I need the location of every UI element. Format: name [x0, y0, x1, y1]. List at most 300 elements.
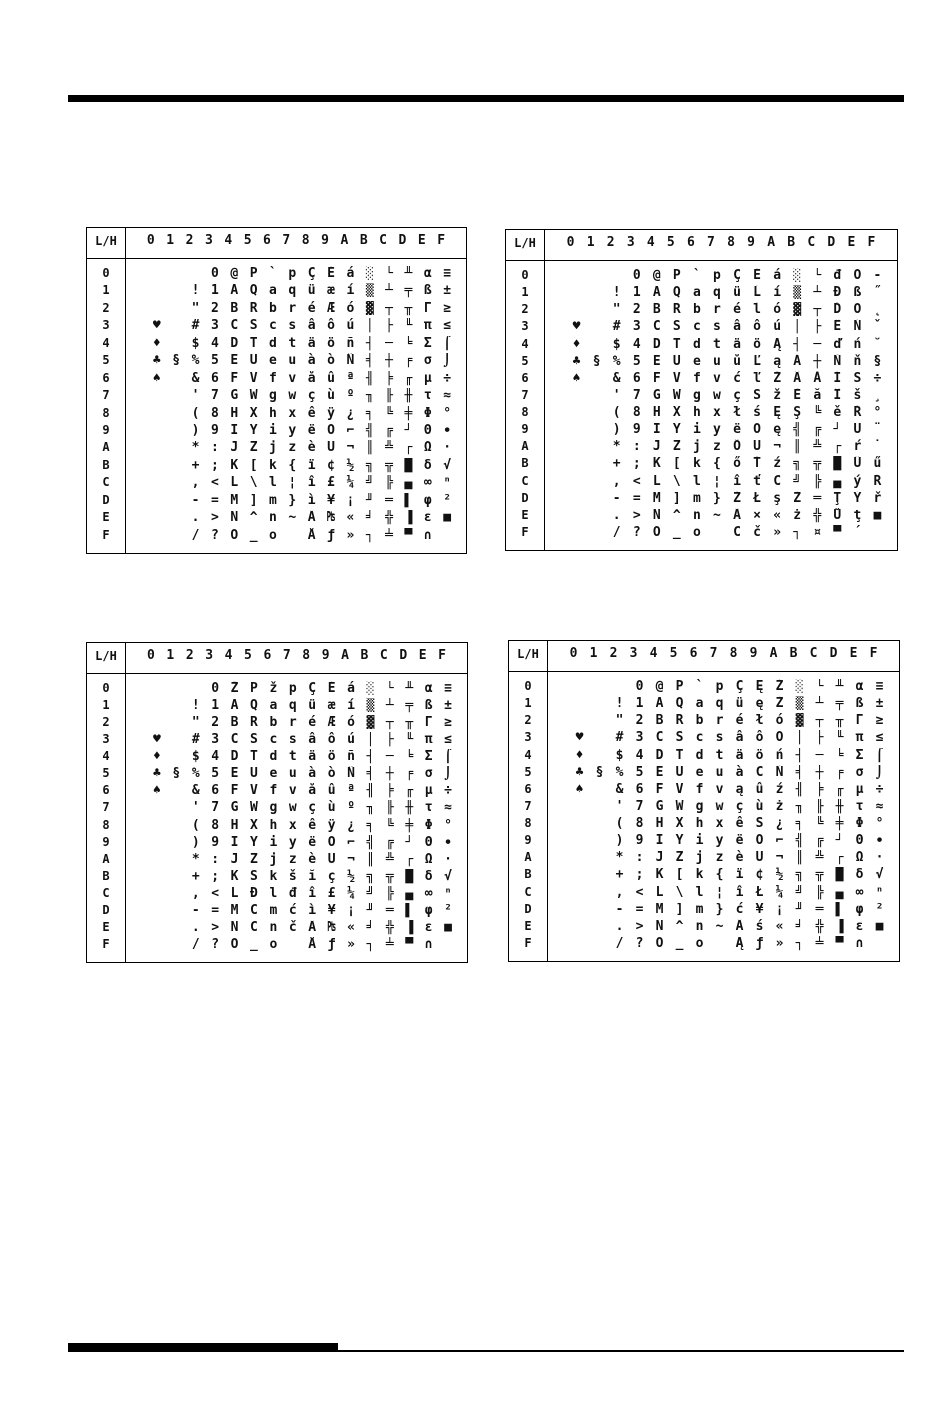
char-cell: {	[715, 867, 724, 883]
char-cell: j	[692, 439, 701, 455]
char-cell: Ę	[755, 679, 764, 694]
char-cell: j	[695, 850, 704, 866]
charset-table-1	[86, 227, 467, 554]
char-cell: L	[652, 473, 661, 489]
char-cell: φ	[423, 492, 432, 508]
char-cell: ⌡	[875, 764, 884, 780]
char-cell: s	[288, 732, 297, 748]
char-cell: ¼	[346, 475, 355, 491]
char-cell: ż	[775, 798, 784, 814]
column-header: 3	[205, 648, 214, 663]
char-cell: ╠	[815, 884, 824, 900]
char-cell	[127, 336, 148, 352]
char-cell: ╚	[815, 816, 824, 831]
row-header: F	[102, 527, 110, 542]
char-cell: °	[443, 405, 452, 421]
char-cell: √	[443, 457, 452, 473]
char-cell: ╝	[366, 885, 375, 901]
char-cell: N	[230, 510, 239, 526]
char-cell: ┐	[793, 524, 802, 540]
char-cell: L	[230, 475, 239, 491]
column-header: C	[807, 235, 816, 250]
char-cell: à	[307, 353, 316, 369]
char-cell: %	[612, 353, 621, 369]
char-cell: Q	[675, 696, 684, 712]
char-cell: ╙	[404, 318, 413, 334]
char-cell: G	[230, 800, 239, 816]
char-cell: £	[327, 475, 335, 491]
char-cell: £	[327, 885, 336, 901]
char-cell: ł	[733, 405, 741, 420]
char-cell: ·	[443, 440, 452, 456]
char-cell	[546, 302, 567, 318]
char-cell: ♣	[152, 353, 161, 369]
column-header: A	[769, 646, 778, 661]
char-cell: α	[424, 681, 433, 696]
char-cell: ┼	[813, 353, 822, 369]
char-cell: :	[635, 850, 644, 866]
char-cell: Ţ	[833, 490, 842, 506]
char-cell: Ů	[833, 507, 842, 523]
char-cell	[166, 698, 187, 714]
char-cell: δ	[424, 868, 433, 884]
char-cell: ú	[773, 319, 782, 335]
char-cell	[127, 818, 148, 834]
char-cell: W	[250, 800, 258, 816]
char-cell: §	[172, 766, 181, 782]
char-cell: ñ	[346, 335, 355, 351]
char-cell	[566, 268, 587, 284]
char-cell: ┴	[813, 285, 822, 301]
row-header-divider	[544, 230, 545, 550]
char-cell: b	[269, 300, 277, 316]
char-cell	[166, 475, 187, 491]
char-cell: }	[715, 901, 724, 917]
row-header-divider	[125, 228, 126, 553]
char-cell: Ç	[735, 679, 744, 694]
char-cell: %	[615, 764, 624, 780]
char-cell: §	[595, 764, 604, 780]
char-cell: I	[230, 422, 239, 438]
row-header: 8	[521, 405, 529, 419]
char-cell: Ü	[327, 440, 335, 456]
char-cell: w	[288, 388, 297, 404]
char-cell	[166, 715, 187, 731]
char-cell	[549, 748, 570, 764]
char-cell: Y	[249, 422, 258, 438]
column-header: 2	[609, 646, 618, 661]
char-cell	[549, 679, 570, 695]
char-cell: ╓	[404, 370, 413, 386]
char-cell	[566, 285, 587, 301]
char-cell	[127, 715, 148, 731]
char-cell: √	[444, 868, 452, 884]
char-cell: T	[672, 336, 681, 352]
char-cell: │	[366, 732, 375, 748]
column-header: 4	[224, 648, 233, 663]
char-cell	[438, 937, 459, 953]
char-cell: ú	[346, 318, 355, 334]
char-cell: 9	[211, 834, 220, 850]
char-cell: z	[713, 439, 721, 455]
char-cell: Z	[249, 440, 258, 456]
char-cell: ╡	[365, 353, 374, 369]
char-cell: ˙	[873, 439, 882, 455]
char-cell	[127, 406, 148, 422]
char-cell: 6	[210, 370, 219, 386]
char-cell	[549, 902, 570, 918]
char-cell: ╒	[835, 764, 844, 780]
char-cell	[185, 266, 206, 282]
char-cell: ~	[713, 507, 721, 523]
row-header: 1	[102, 283, 110, 298]
char-cell: ═	[815, 901, 824, 917]
char-cell	[549, 833, 570, 849]
char-cell: x	[288, 405, 297, 421]
char-cell: ═	[385, 492, 393, 508]
char-cell: ľ	[753, 370, 761, 386]
char-cell: »	[775, 935, 784, 951]
char-cell: \	[249, 475, 258, 491]
char-cell: 9	[635, 833, 644, 849]
char-cell: ę	[773, 422, 782, 438]
char-cell: 2	[635, 713, 644, 729]
char-cell: "	[191, 300, 200, 316]
char-cell	[127, 458, 148, 474]
char-cell: .	[191, 510, 200, 526]
char-cell: Ę	[773, 405, 782, 420]
row-header: 4	[521, 336, 529, 351]
char-cell: ∩	[424, 936, 433, 952]
char-cell	[127, 749, 148, 765]
char-cell: ≥	[443, 300, 452, 316]
char-cell: ░	[793, 268, 802, 283]
char-cell: f	[269, 783, 278, 799]
char-cell: ╔	[385, 422, 393, 438]
char-cell: X	[250, 817, 258, 833]
char-cell: 4	[210, 335, 219, 351]
char-cell: ♠	[572, 370, 581, 386]
char-cell: L	[655, 884, 664, 900]
row-header: 6	[102, 783, 110, 798]
char-cell: í	[347, 698, 355, 714]
char-cell	[589, 902, 610, 918]
char-cell: x	[715, 816, 724, 831]
char-cell: ■	[875, 918, 884, 934]
char-cell: <	[632, 473, 641, 489]
char-cell: #	[612, 319, 621, 335]
char-cell: ╦	[385, 868, 394, 884]
char-cell: ř	[873, 490, 882, 506]
char-cell: ╚	[385, 817, 394, 833]
char-cell: $	[615, 747, 624, 763]
char-cell: ï	[735, 867, 744, 883]
column-header: F	[437, 233, 446, 248]
char-cell: I	[652, 422, 661, 438]
char-cell: U	[249, 353, 258, 369]
char-cell: ¿	[347, 817, 355, 833]
char-cell	[546, 371, 567, 387]
char-cell: V	[675, 781, 684, 797]
char-cell: [	[249, 457, 258, 473]
char-cell	[127, 937, 148, 953]
char-cell: F	[230, 370, 239, 386]
char-cell	[549, 730, 570, 746]
char-cell: s	[715, 730, 724, 746]
char-cell	[166, 835, 187, 851]
char-cell: à	[735, 764, 744, 780]
char-cell	[146, 920, 167, 936]
char-cell: │	[795, 730, 804, 746]
column-header: 0	[566, 235, 575, 250]
char-cell: ▄	[833, 473, 842, 489]
char-cell: )	[612, 422, 621, 438]
char-cell: e	[692, 353, 701, 369]
column-header: 8	[729, 646, 738, 661]
char-cell: ù	[755, 798, 764, 814]
char-cell: ε	[424, 919, 433, 935]
column-header: 6	[689, 646, 698, 661]
char-cell: w	[288, 800, 297, 816]
char-cell: ╠	[813, 473, 822, 489]
char-cell: ¡	[346, 492, 355, 508]
char-cell: +	[615, 867, 624, 883]
char-cell: ç	[733, 387, 741, 403]
char-cell: ò	[327, 766, 336, 782]
char-cell: c	[692, 319, 701, 335]
char-cell: Å	[308, 936, 317, 952]
char-cell	[566, 388, 587, 404]
char-cell: ç	[735, 798, 744, 814]
column-header: 2	[185, 233, 194, 248]
char-cell: ó	[773, 302, 782, 318]
char-cell: ò	[327, 353, 335, 369]
char-cell: ╨	[405, 681, 414, 696]
char-cell: ≡	[443, 266, 452, 281]
char-cell: v	[288, 783, 297, 799]
char-cell: φ	[424, 902, 433, 918]
char-cell: t	[288, 335, 297, 351]
char-cell: a	[692, 285, 701, 301]
char-cell	[569, 679, 590, 695]
char-cell: ╛	[366, 919, 375, 935]
char-cell	[586, 302, 607, 318]
char-cell: ¥	[755, 901, 764, 917]
char-cell: ▌	[404, 492, 413, 508]
char-cell: ├	[385, 318, 393, 334]
char-cell	[566, 302, 587, 318]
char-cell: a	[269, 283, 277, 299]
char-cell: ¼	[775, 884, 784, 900]
char-cell	[586, 268, 607, 284]
char-cell	[706, 525, 727, 541]
char-cell: »	[346, 527, 355, 543]
char-cell	[185, 681, 206, 697]
char-cell	[586, 508, 607, 524]
char-cell: ├	[813, 319, 822, 335]
char-cell	[549, 765, 570, 781]
char-cell: ,	[612, 473, 621, 489]
char-cell: :	[632, 439, 641, 455]
char-cell	[127, 886, 148, 902]
char-cell: S	[672, 319, 681, 335]
char-cell: ┌	[833, 439, 842, 455]
char-cell: J	[230, 440, 239, 456]
char-cell: └	[815, 679, 824, 694]
column-header: E	[847, 235, 856, 250]
char-cell: !	[191, 698, 200, 714]
char-cell: x	[713, 405, 721, 420]
char-cell: ┘	[835, 833, 844, 849]
char-cell	[566, 405, 587, 421]
char-cell: ≤	[875, 730, 884, 746]
row-header: 2	[521, 302, 529, 317]
row-header: E	[102, 919, 110, 934]
char-cell: σ	[423, 353, 432, 369]
char-cell: +	[612, 456, 621, 472]
char-cell: ╣	[793, 422, 802, 438]
char-cell	[166, 920, 187, 936]
char-cell: ÷	[443, 370, 452, 386]
char-cell: B	[655, 713, 664, 729]
char-cell: Z	[675, 850, 684, 866]
char-cell: â	[733, 319, 741, 335]
char-cell: ♣	[152, 766, 161, 782]
column-header: 0	[146, 233, 155, 248]
row-header: 3	[524, 730, 532, 745]
char-cell: ,	[615, 884, 624, 900]
char-cell	[569, 885, 590, 901]
char-cell: P	[250, 681, 258, 696]
char-cell: Í	[833, 370, 842, 386]
char-cell: ┐	[366, 936, 375, 952]
column-header: 9	[321, 648, 330, 663]
char-cell: *	[191, 440, 200, 456]
char-cell	[586, 422, 607, 438]
char-cell: Ä	[733, 507, 741, 523]
column-header: 2	[606, 235, 615, 250]
char-cell: ┼	[385, 766, 394, 782]
char-cell: m	[695, 901, 704, 917]
column-header: 2	[185, 648, 194, 663]
char-cell: ≈	[875, 798, 884, 814]
char-cell: đ	[288, 885, 297, 901]
char-cell: ░	[795, 679, 804, 694]
footer-rule-thick	[68, 1343, 338, 1352]
char-cell	[549, 713, 570, 729]
char-cell: ½	[775, 867, 784, 883]
char-cell: }	[288, 492, 297, 508]
char-cell: ∞	[423, 475, 432, 491]
char-cell: ¸	[873, 387, 882, 403]
char-cell: Ť	[753, 456, 761, 472]
char-cell: Ä	[308, 919, 317, 935]
char-cell: ñ	[347, 749, 355, 765]
char-cell: ε	[423, 510, 432, 526]
char-cell: V	[250, 783, 258, 799]
char-cell: z	[715, 850, 724, 866]
char-cell: [	[672, 456, 681, 472]
char-cell	[127, 318, 148, 334]
char-cell: O	[652, 524, 661, 540]
char-cell: ì	[308, 902, 317, 918]
char-cell: B	[230, 300, 239, 316]
char-cell: o	[269, 936, 278, 952]
char-cell: ä	[307, 335, 316, 351]
char-cell	[586, 388, 607, 404]
char-cell: X	[249, 405, 258, 421]
char-cell: ű	[873, 456, 882, 472]
char-cell: ç	[307, 388, 316, 404]
char-cell	[569, 833, 590, 849]
char-cell	[146, 886, 167, 902]
char-cell: ▀	[405, 936, 414, 952]
char-cell	[127, 835, 148, 851]
char-cell: ≤	[444, 732, 452, 748]
char-cell: F	[652, 370, 661, 386]
char-cell: █	[404, 457, 413, 473]
char-cell: #	[191, 318, 200, 334]
char-cell: Φ	[423, 405, 432, 421]
char-cell	[569, 902, 590, 918]
char-cell: ö	[327, 335, 335, 351]
char-cell: 1	[632, 285, 641, 301]
char-cell: Y	[675, 833, 684, 849]
char-cell: ×	[753, 507, 761, 523]
char-cell	[549, 936, 570, 952]
char-cell: Ä	[735, 918, 744, 934]
column-header: C	[379, 233, 387, 248]
char-cell: H	[230, 405, 239, 421]
char-cell: ≡	[444, 681, 452, 696]
char-cell: m	[269, 902, 278, 918]
char-cell: ê	[307, 405, 316, 421]
char-cell: ▒	[795, 696, 804, 712]
char-cell	[127, 869, 148, 885]
column-header: 9	[749, 646, 758, 661]
char-cell: ┴	[385, 283, 393, 299]
char-cell: µ	[855, 781, 864, 797]
char-cell	[166, 388, 187, 404]
row-header: A	[521, 439, 529, 454]
char-cell: K	[230, 868, 239, 884]
char-cell	[166, 681, 187, 697]
char-cell: ö	[327, 749, 336, 765]
char-cell: í	[346, 283, 355, 299]
char-cell	[546, 388, 567, 404]
char-cell	[166, 283, 187, 299]
char-cell: 6	[632, 370, 641, 386]
char-cell: ╟	[385, 800, 394, 816]
char-cell: ┐	[795, 935, 804, 951]
row-header: 1	[524, 696, 532, 711]
char-cell: ╚	[385, 405, 393, 421]
column-header: 7	[282, 233, 291, 248]
char-cell: º	[347, 800, 355, 816]
char-cell: á	[347, 681, 355, 696]
char-cell: H	[230, 817, 239, 833]
char-cell: ş	[773, 490, 782, 506]
char-cell	[146, 406, 167, 422]
char-cell: ╕	[365, 405, 374, 421]
char-cell: @	[652, 268, 661, 283]
char-cell: *	[191, 851, 200, 867]
char-cell: U	[675, 764, 684, 780]
char-cell: Ď	[833, 302, 842, 318]
char-cell: ź	[775, 781, 784, 797]
char-cell: O	[230, 527, 239, 543]
char-cell: ■	[444, 919, 452, 935]
